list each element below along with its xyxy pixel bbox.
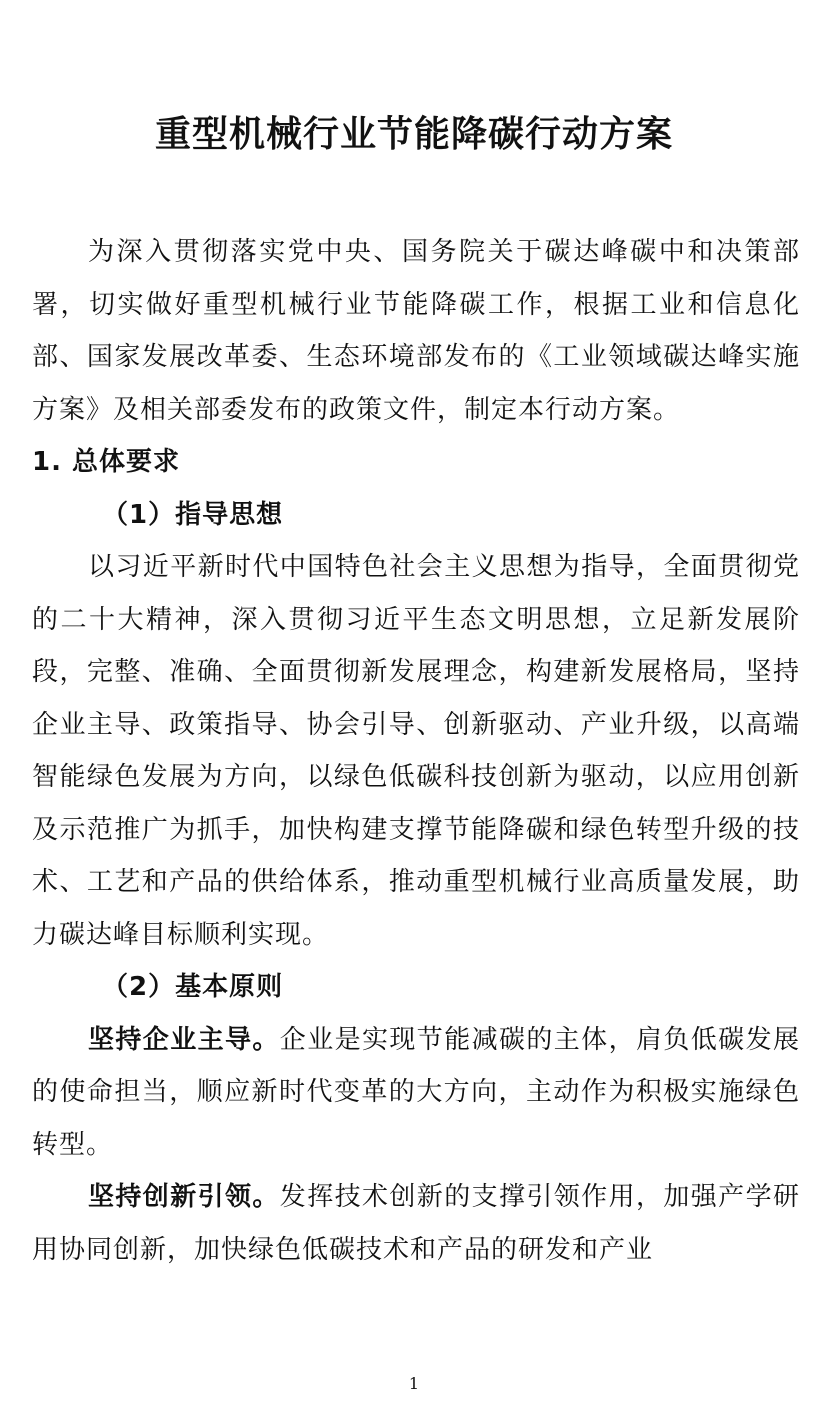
principle-lead-innovation-led: 坚持创新引领。: [88, 1182, 280, 1212]
section-heading-general-requirements: 1. 总体要求: [32, 447, 181, 477]
guiding-ideology-paragraph: 以习近平新时代中国特色社会主义思想为指导，全面贯彻党的二十大精神，深入贯彻习近平生态文明思想，立足新发展阶段，完整、准确、全面贯彻新发展理念，构建新发展格局，坚持企业主导、政策指导、协会引导、创新驱动、产业升级，以高端智能绿色发展为方向，以绿色低碳科技创新为驱动，以应用创新及示范推广为抓手，加快构建支撑节能降碳和绿色转型升级的技术、工艺和产品的供给体系，推动重型机械行业高质量发展，助力碳达峰目标顺利实现。: [32, 552, 800, 950]
page-number: 1: [408, 1374, 420, 1393]
principle-body-enterprise-led: 企业是实现节能减碳的主体，肩负低碳发展的使命担当，顺应新时代变革的大方向，主动作为积极实施绿色转型。: [32, 1024, 800, 1160]
intro-paragraph: 为深入贯彻落实党中央、国务院关于碳达峰碳中和决策部署，切实做好重型机械行业节能降碳工作，根据工业和信息化部、国家发展改革委、生态环境部发布的《工业领域碳达峰实施方案》及相关部委发布的政策文件，制定本行动方案。: [32, 237, 800, 425]
principle-paragraph-innovation-led: [32, 1171, 800, 1276]
principle-lead-enterprise-led: 坚持企业主导。: [88, 1024, 280, 1055]
subsection-heading-guiding-ideology: （1）指导思想: [102, 499, 284, 530]
principle-body-innovation-led: 发挥技术创新的支撑引领作用，加强产学研用协同创新，加快绿色低碳技术和产品的研发和产业: [32, 1182, 800, 1265]
document-title: 重型机械行业节能降碳行动方案: [154, 114, 673, 155]
document-body: [32, 226, 800, 1276]
subsection-heading-basic-principles: （2）基本原则: [102, 972, 284, 1002]
principle-paragraph-enterprise-led: [32, 1014, 800, 1172]
